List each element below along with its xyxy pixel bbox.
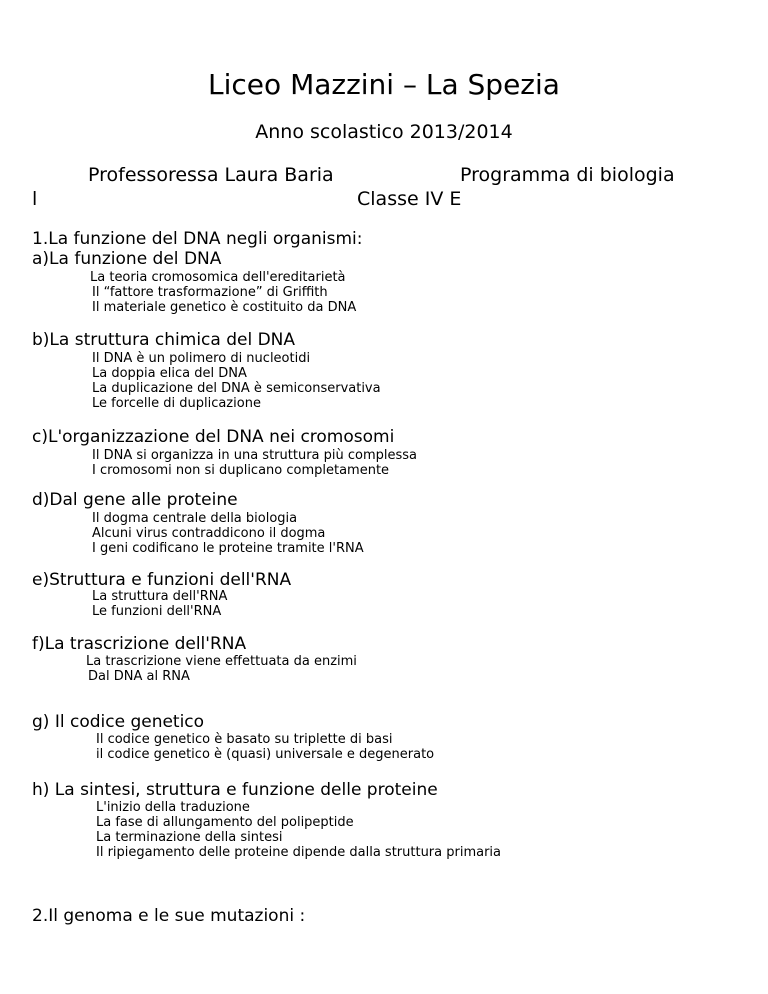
teacher-name: Professoressa Laura Baria: [88, 164, 334, 186]
list-item: La teoria cromosomica dell'ereditarietà: [90, 270, 346, 285]
list-item: il codice genetico è (quasi) universale e degenerato: [96, 747, 435, 762]
list-item: La doppia elica del DNA: [92, 366, 247, 381]
list-item: Le forcelle di duplicazione: [92, 396, 261, 411]
subsection-heading: g) Il codice genetico: [32, 712, 205, 732]
list-item: La duplicazione del DNA è semiconservativa: [92, 381, 381, 396]
list-item: Il materiale genetico è costituito da DNA: [92, 300, 357, 315]
subsection-heading: d)Dal gene alle proteine: [32, 490, 238, 510]
list-item: Alcuni virus contraddicono il dogma: [92, 526, 326, 541]
teacher-name-tail: l: [32, 188, 38, 210]
list-item: Il codice genetico è basato su triplette di basi: [96, 732, 393, 747]
section-heading: 2.Il genoma e le sue mutazioni :: [32, 906, 306, 926]
list-item: Il DNA si organizza in una struttura più complessa: [92, 448, 418, 463]
section-heading: 1.La funzione del DNA negli organismi:: [32, 229, 363, 249]
list-item: La trascrizione viene effettuata da enzimi: [86, 654, 357, 669]
subsection-heading: c)L'organizzazione del DNA nei cromosomi: [32, 427, 395, 447]
document-title: Liceo Mazzini – La Spezia: [208, 68, 560, 101]
list-item: La struttura dell'RNA: [92, 589, 228, 604]
list-item: Il DNA è un polimero di nucleotidi: [92, 351, 311, 366]
list-item: I cromosomi non si duplicano completamente: [92, 463, 390, 478]
list-item: Il dogma centrale della biologia: [92, 511, 298, 526]
subsection-heading: f)La trascrizione dell'RNA: [32, 634, 247, 654]
list-item: Il “fattore trasformazione” di Griffith: [92, 285, 328, 300]
list-item: La fase di allungamento del polipeptide: [96, 815, 354, 830]
class-label: Classe IV E: [357, 188, 462, 210]
list-item: La terminazione della sintesi: [96, 830, 283, 845]
list-item: Le funzioni dell'RNA: [92, 604, 222, 619]
subsection-heading: h) La sintesi, struttura e funzione delle proteine: [32, 780, 438, 800]
subsection-heading: b)La struttura chimica del DNA: [32, 330, 296, 350]
list-item: I geni codificano le proteine tramite l'RNA: [92, 541, 364, 556]
list-item: Dal DNA al RNA: [88, 669, 190, 684]
subsection-heading: a)La funzione del DNA: [32, 249, 222, 269]
list-item: Il ripiegamento delle proteine dipende dalla struttura primaria: [96, 845, 502, 860]
program-title: Programma di biologia: [460, 164, 675, 186]
subsection-heading: e)Struttura e funzioni dell'RNA: [32, 570, 292, 590]
list-item: L'inizio della traduzione: [96, 800, 250, 815]
school-year: Anno scolastico 2013/2014: [255, 121, 513, 143]
